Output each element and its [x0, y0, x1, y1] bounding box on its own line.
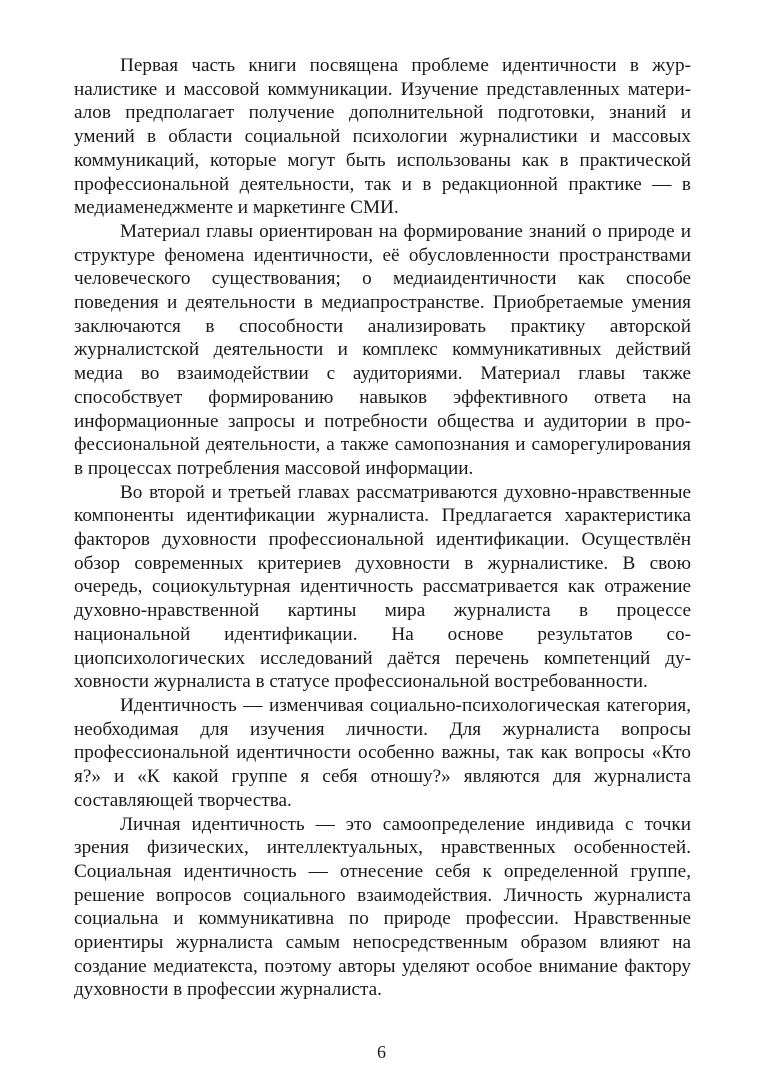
- paragraph-4: Идентичность — изменчивая социально-психологическая категория, необходимая для изучения личности. Для журналиста вопросы профессиональной идентичности особенно важны, так как вопросы «Кто я?» и «К какой группе я себя отношу?» являются для журналиста составляющей творчества.: [74, 694, 691, 811]
- page-body: [74, 54, 691, 1002]
- paragraph-3: Во второй и третьей главах рассматриваются духовно-нравственные компоненты идентификации журналиста. Предлагается характеристика факторов духовности профессиональной идентификации. Осуществлён обзор современных критериев духовности в журналистике. В свою очередь, социокультурная идентичность рассматривается как отражение духовно-нравственной картины мира журналиста в процессе национальной идентификации. На основе результатов социопсихологических исследований даётся перечень компетенций духовности журналиста в статусе профессиональной востребованности.: [74, 481, 691, 693]
- paragraph-2: Материал главы ориентирован на формирование знаний о природе и структуре феномена идентичности, её обусловленности пространствами человеческого существования; о медиаидентичности как способе поведения и деятельности в медиапространстве. Приобретаемые умения заключаются в способности анализировать практику авторской журналистской деятельности и комплекс коммуникативных действий медиа во взаимодействии с аудиториями. Материал главы также способствует формированию навыков эффективного ответа на информационные запросы и потребности общества и аудитории в профессиональной деятельности, а также самопознания и саморегулирования в процессах потребления массовой информации.: [74, 220, 691, 479]
- page-number: 6: [377, 1042, 386, 1062]
- paragraph-1: Первая часть книги посвящена проблеме идентичности в журналистике и массовой коммуникации. Изучение представленных материалов предполагает получение дополнительной подготовки, знаний и умений в области социальной психологии журналистики и массовых коммуникаций, которые могут быть использованы как в практической профессиональной деятельности, так и в редакционной практике — в медиаменеджменте и маркетинге СМИ.: [74, 55, 691, 219]
- paragraph-5: Личная идентичность — это самоопределение индивида с точки зрения физических, интеллектуальных, нравственных особенностей. Социальная идентичность — отнесение себя к определенной группе, решение вопросов социального взаимодействия. Личность журналиста социальна и коммуникативна по природе профессии. Нравственные ориентиры журналиста самым непосредственным образом влияют на создание медиатекста, поэтому авторы уделяют особое внимание фактору духовности в профессии журналиста.: [74, 813, 691, 1001]
